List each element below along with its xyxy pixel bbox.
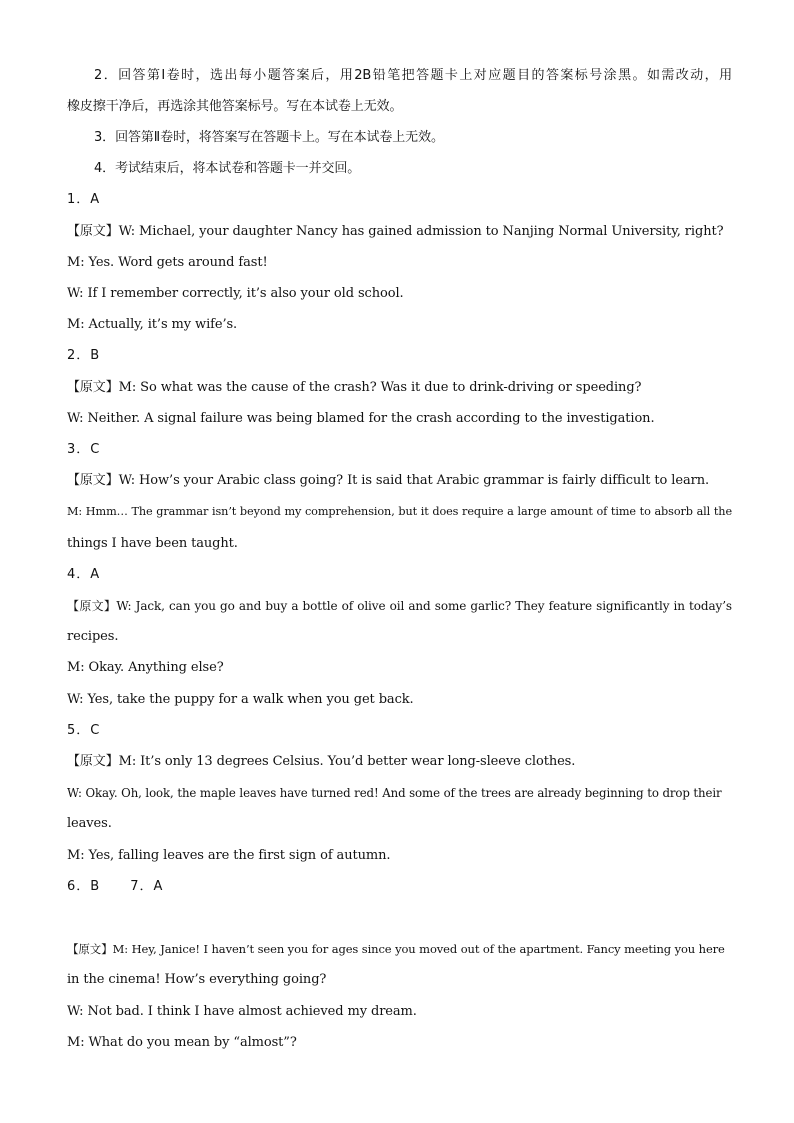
transcript-67-line-2: in the cinema! How’s everything going? — [67, 972, 327, 987]
instruction-item-3: 3．回答第Ⅱ卷时，将答案写在答题卡上。写在本试卷上无效。 — [94, 130, 444, 145]
answer-2: 2．B — [67, 348, 101, 363]
transcript-4-line-4: W: Yes, take the puppy for a walk when you get back. — [67, 692, 414, 707]
answers-6-7 — [67, 879, 732, 895]
transcript-text: M: So what was the cause of the crash? Was it due to drink-driving or speeding? — [118, 380, 642, 395]
transcript-text: W: Michael, your daughter Nancy has gained admission to Nanjing Normal University, right? — [118, 224, 724, 239]
transcript-5-line-4: M: Yes, falling leaves are the first sign of autumn. — [67, 848, 391, 863]
transcript-text: M: It’s only 13 degrees Celsius. You’d better wear long-sleeve clothes. — [118, 754, 576, 769]
transcript-3-line-2: M: Hmm… The grammar isn’t beyond my comprehension, but it does require a large amount of time to absorb all the — [67, 505, 732, 518]
transcript-1-line-4: M: Actually, it’s my wife’s. — [67, 317, 238, 332]
transcript-tag: 【原文】 — [67, 942, 113, 956]
answer-5: 5．C — [67, 723, 101, 738]
instruction-item-2-line-1: 2．回答第Ⅰ卷时，选出每小题答案后，用2B铅笔把答题卡上对应题目的答案标号涂黑。如需改动，用 — [94, 68, 732, 83]
transcript-1-line-3: W: If I remember correctly, it’s also your old school. — [67, 286, 404, 301]
answer-3: 3．C — [67, 442, 101, 457]
instruction-item-4: 4．考试结束后，将本试卷和答题卡一并交回。 — [94, 161, 361, 176]
transcript-tag: 【原文】 — [67, 473, 119, 488]
answer-4: 4．A — [67, 567, 101, 582]
transcript-text: M: Hey, Janice! I haven’t seen you for ages since you moved out of the apartment. Fancy meeting you here — [112, 942, 725, 956]
transcript-67-line-4: M: What do you mean by “almost”? — [67, 1035, 297, 1050]
transcript-text: W: How’s your Arabic class going? It is said that Arabic grammar is fairly difficult to learn. — [118, 473, 710, 488]
transcript-5-line-2: W: Okay. Oh, look, the maple leaves have turned red! And some of the trees are already beginning to drop their — [67, 786, 722, 800]
transcript-3-line-1 — [67, 473, 732, 489]
transcript-1-line-1 — [67, 224, 732, 240]
transcript-4-line-2: recipes. — [67, 629, 119, 644]
transcript-67-line-1 — [67, 941, 732, 957]
transcript-5-line-3: leaves. — [67, 816, 112, 831]
transcript-1-line-2: M: Yes. Word gets around fast! — [67, 255, 268, 270]
transcript-67-line-3: W: Not bad. I think I have almost achieved my dream. — [67, 1004, 417, 1019]
transcript-tag: 【原文】 — [67, 224, 119, 239]
transcript-2-line-1 — [67, 380, 732, 396]
transcript-3-line-3: things I have been taught. — [67, 536, 238, 551]
instruction-item-2-line-2: 橡皮擦干净后，再选涂其他答案标号。写在本试卷上无效。 — [67, 99, 403, 114]
transcript-tag: 【原文】 — [67, 599, 117, 613]
transcript-4-line-3: M: Okay. Anything else? — [67, 660, 224, 675]
answer-6: 6．B — [67, 879, 101, 894]
transcript-5-line-1 — [67, 754, 732, 770]
transcript-tag: 【原文】 — [67, 754, 119, 769]
transcript-4-line-1 — [67, 598, 732, 614]
transcript-tag: 【原文】 — [67, 380, 119, 395]
transcript-text: W: Jack, can you go and buy a bottle of olive oil and some garlic? They feature significantly in today’s — [116, 599, 732, 613]
answer-1: 1．A — [67, 192, 101, 207]
answer-7: 7．A — [130, 879, 164, 894]
transcript-2-line-2: W: Neither. A signal failure was being blamed for the crash according to the investigation. — [67, 411, 655, 426]
